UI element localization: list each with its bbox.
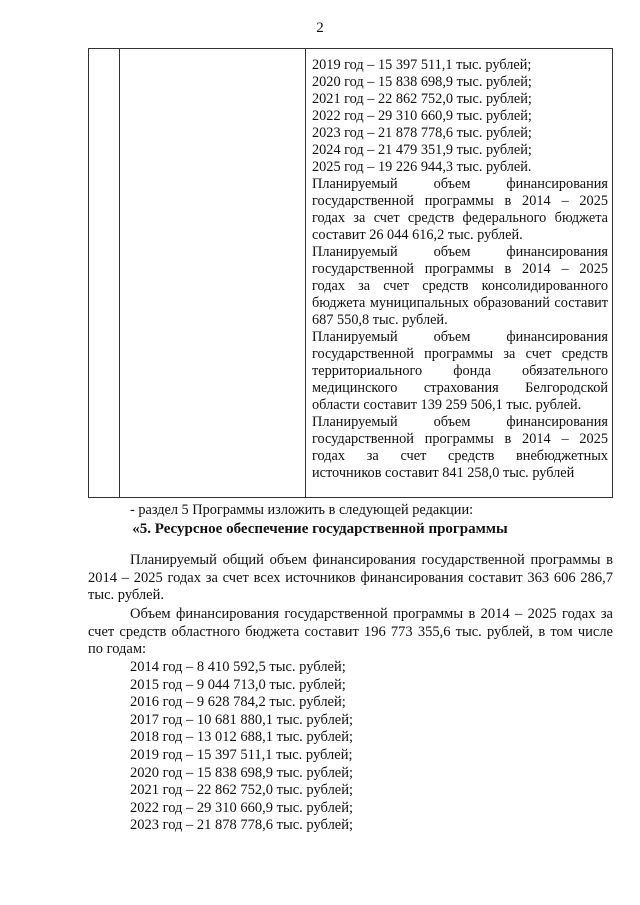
table-year-line: 2022 год – 29 310 660,9 тыс. рублей; bbox=[312, 108, 532, 124]
table-column-divider bbox=[119, 49, 120, 497]
year-line: 2017 год – 10 681 880,1 тыс. рублей; bbox=[130, 711, 354, 728]
year-line: 2020 год – 15 838 698,9 тыс. рублей; bbox=[130, 764, 354, 781]
table-year-line: 2024 год – 21 479 351,9 тыс. рублей; bbox=[312, 142, 532, 158]
year-line: 2022 год – 29 310 660,9 тыс. рублей; bbox=[130, 799, 354, 816]
table-cell-funding bbox=[312, 57, 608, 482]
year-line: 2018 год – 13 012 688,1 тыс. рублей; bbox=[130, 729, 354, 746]
table-year-line: 2021 год – 22 862 752,0 тыс. рублей; bbox=[312, 91, 532, 107]
year-line: 2016 год – 9 628 784,2 тыс. рублей; bbox=[130, 694, 346, 711]
table-year-line: 2019 год – 15 397 511,1 тыс. рублей; bbox=[312, 57, 532, 73]
table-year-line: 2023 год – 21 878 778,6 тыс. рублей; bbox=[312, 125, 532, 141]
table-column-divider bbox=[305, 49, 306, 497]
section-title: «5. Ресурсное обеспечение государственной программы bbox=[132, 521, 508, 537]
year-line: 2019 год – 15 397 511,1 тыс. рублей; bbox=[130, 746, 353, 763]
year-line: 2021 год – 22 862 752,0 тыс. рублей; bbox=[130, 782, 354, 799]
paragraph-total-funding: Планируемый общий объем финансирования государственной программы в 2014 – 2025 годах за счет всех источников финансирования составит 363 606 286,7 тыс. рублей. bbox=[88, 552, 613, 603]
year-line: 2015 год – 9 044 713,0 тыс. рублей; bbox=[130, 676, 346, 693]
table-year-line: 2020 год – 15 838 698,9 тыс. рублей; bbox=[312, 74, 532, 90]
table-year-line: 2025 год – 19 226 944,3 тыс. рублей. bbox=[312, 159, 532, 175]
year-line: 2014 год – 8 410 592,5 тыс. рублей; bbox=[130, 659, 346, 675]
table-paragraph-extrabudgetary: Планируемый объем финансирования государственной программы в 2014 – 2025 годах за счет средств внебюджетных источников составит 841 258,0 тыс. рублей bbox=[312, 414, 608, 481]
table-paragraph-municipal: Планируемый объем финансирования государственной программы в 2014 – 2025 годах за счет средств консолидированного бюджета муниципальных образований составит 687 550,8 тыс. рублей. bbox=[312, 244, 608, 328]
table-paragraph-federal: Планируемый объем финансирования государственной программы в 2014 – 2025 годах за счет средств федерального бюджета составит 26 044 616,2 тыс. рублей. bbox=[312, 176, 608, 243]
page-number: 2 bbox=[316, 20, 324, 36]
table-paragraph-insurance-fund: Планируемый объем финансирования государственной программы за счет средств территориального фонда обязательного медицинского страхования Белгородской области составит 139 259 506,1 тыс. рублей. bbox=[312, 329, 608, 413]
years-list bbox=[130, 659, 353, 835]
funding-table bbox=[88, 48, 613, 498]
amendment-instruction: - раздел 5 Программы изложить в следующей редакции: bbox=[130, 502, 474, 518]
paragraph-regional-budget: Объем финансирования государственной программы в 2014 – 2025 годах за счет средств областного бюджета составит 196 773 355,6 тыс. рублей, в том числе по годам: bbox=[88, 606, 613, 657]
year-line: 2023 год – 21 878 778,6 тыс. рублей; bbox=[130, 817, 354, 834]
